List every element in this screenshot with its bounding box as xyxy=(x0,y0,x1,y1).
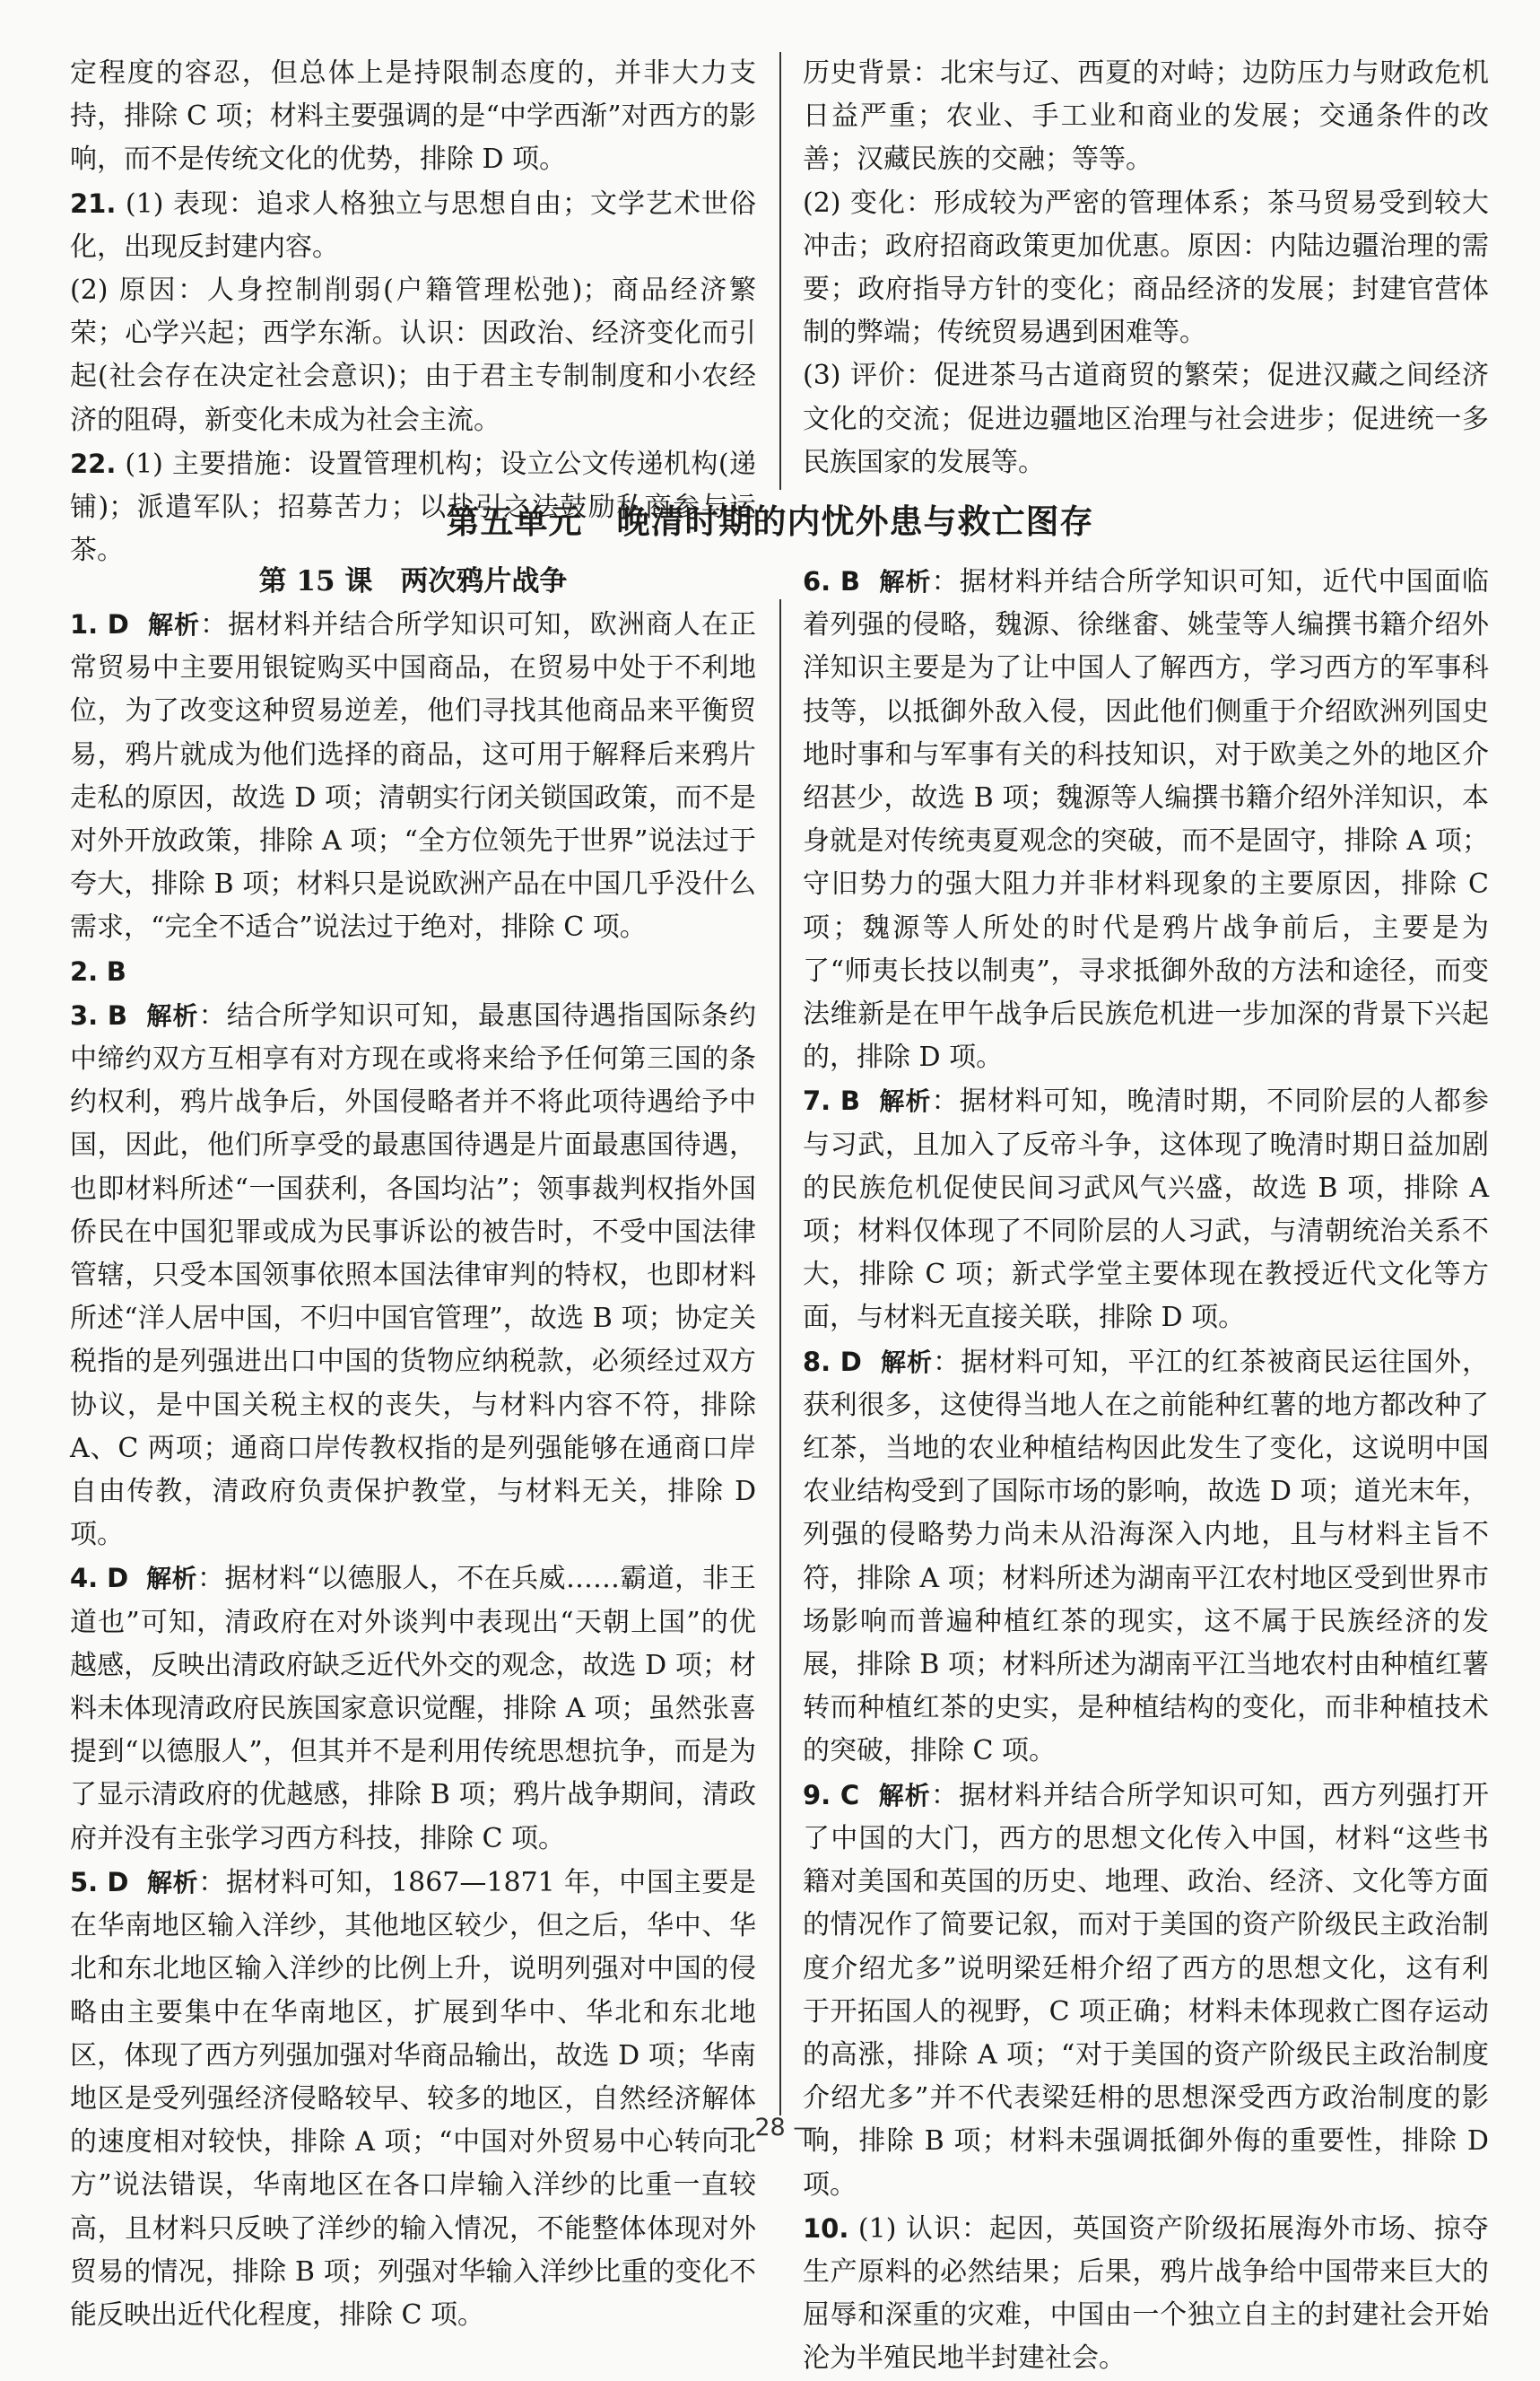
paragraph: 历史背景：北宋与辽、西夏的对峙；边防压力与财政危机日益严重；农业、手工业和商业的发展；交通条件的改善；汉藏民族的交融；等等。 xyxy=(803,57,1489,176)
page-number: — 28 — xyxy=(722,2114,818,2141)
column-divider-bottom xyxy=(779,599,781,2115)
question-number: 21. xyxy=(70,188,117,219)
analysis-tag: 解析 xyxy=(146,1564,197,1594)
paragraph: (2) 原因：人身控制削弱(户籍管理松弛)；商品经济繁荣；心学兴起；西学东渐。认识：因政治、经济变化而引起(社会存在决定社会意识)；由于君主专制制度和小农经济的阻碍，新变化未成为社会主流。 xyxy=(70,275,756,436)
answer-letter: D xyxy=(107,1866,129,1897)
analysis-tag: 解析 xyxy=(881,1347,934,1377)
answer-letter: B xyxy=(840,1086,860,1117)
answer-letter: C xyxy=(840,1779,860,1810)
question-number: 2. xyxy=(70,955,99,987)
question-number: 22. xyxy=(70,448,117,479)
answer-1: 1. D 解析：据材料并结合所学知识可知，欧洲商人在正常贸易中主要用银锭购买中国商品，在贸易中处于不利地位，为了改变这种贸易逆差，他们寻找其他商品来平衡贸易，鸦片就成为他们选择的商品，这可用于解释后来鸦片走私的原因，故选 D 项；清朝实行闭关锁国政策，而不是对外开放政策，排除 A 项；“全方位领先于世界”说法过于夸大，排除 B 项；材料只是说欧洲产品在中国几乎没什么需求，“完全不适合”说法过于绝对，排除 C 项。 xyxy=(70,609,756,944)
lesson-title: 第 15 课 两次鸦片战争 xyxy=(258,565,568,597)
answer-letter: D xyxy=(107,609,129,640)
question-number: 1. xyxy=(70,609,99,640)
answer-8: 8. D 解析：据材料可知，平江的红茶被商民运往国外，获利很多，这使得当地人在之前能种红薯的地方都改种了红茶，当地的农业种植结构因此发生了变化，这说明中国农业结构受到了国际市场的影响，故选 D 项；道光末年，列强的侵略势力尚未从沿海深入内地，且与材料主旨不符，排除 A 项；材料所述为湖南平江农村地区受到世界市场影响而普遍种植红茶的现实，这不属于民族经济的发展，排除 B 项；材料所述为湖南平江当地农村由种植红薯转而种植红茶的史实，是种植结构的变化，而非种植技术的突破，排除 C 项。 xyxy=(803,1346,1489,1767)
bottom-left-column xyxy=(70,603,756,2337)
answer-21: 21. (1) 表现：追求人格独立与思想自由；文学艺术世俗化，出现反封建内容。 xyxy=(70,188,756,263)
analysis-tag: 解析 xyxy=(879,567,932,597)
answer-4: 4. D 解析：据材料“以德服人，不在兵威……霸道，非王道也”可知，清政府在对外谈判中表现出“天朝上国”的优越感，反映出清政府缺乏近代外交的观念，故选 D 项；材料未体现清政府民族国家意识觉醒，排除 A 项；虽然张喜提到“以德服人”，但其并不是利用传统思想抗争，而是为了显示清政府的优越感，排除 B 项；鸦片战争期间，清政府并没有主张学习西方科技，排除 C 项。 xyxy=(70,1563,756,1854)
analysis-tag: 解析 xyxy=(879,1086,932,1117)
analysis-tag: 解析 xyxy=(878,1780,931,1810)
answer-9: 9. C 解析：据材料并结合所学知识可知，西方列强打开了中国的大门，西方的思想文化传入中国，材料“这些书籍对美国和英国的历史、地理、政治、经济、文化等方面的情况作了简要记叙，而对于美国的资产阶级民主政治制度介绍尤多”说明梁廷枏介绍了西方的思想文化，这有利于开拓国人的视野，C 项正确；材料未体现救亡图存运动的高涨，排除 A 项；“对于美国的资产阶级民主政治制度介绍尤多”并不代表梁廷枏的思想深受西方政治制度的影响，排除 B 项；材料未强调抵御外侮的重要性，排除 D 项。 xyxy=(803,1779,1489,2201)
answer-letter: B xyxy=(840,566,860,597)
question-number: 6. xyxy=(803,566,831,597)
question-number: 9. xyxy=(803,1779,831,1810)
answer-6: 6. B 解析：据材料并结合所学知识可知，近代中国面临着列强的侵略，魏源、徐继畬、姚莹等人编撰书籍介绍外洋知识主要是为了让中国人了解西方，学习西方的军事科技等，以抵御外敌入侵，因此他们侧重于介绍欧洲列国史地时事和与军事有关的科技知识，对于欧美之外的地区介绍甚少，故选 B 项；魏源等人编撰书籍介绍外洋知识，本身就是对传统夷夏观念的突破，而不是固守，排除 A 项；守旧势力的强大阻力并非材料现象的主要原因，排除 C 项；魏源等人所处的时代是鸦片战争前后，主要是为了“师夷长技以制夷”，寻求抵御外敌的方法和途径，而变法维新是在甲午战争后民族危机进一步加深的背景下兴起的，排除 D 项。 xyxy=(803,566,1489,1074)
analysis-tag: 解析 xyxy=(146,1000,199,1031)
question-number: 8. xyxy=(803,1346,831,1377)
question-number: 3. xyxy=(70,999,99,1031)
answer-10: 10. (1) 认识：起因，英国资产阶级拓展海外市场、掠夺生产原料的必然结果；后果，鸦片战争给中国带来巨大的屈辱和深重的灾难，中国由一个独立自主的封建社会开始沦为半殖民地半封建社会。 xyxy=(803,2212,1489,2375)
analysis-tag: 解析 xyxy=(148,610,201,640)
paragraph: (3) 评价：促进茶马古道商贸的繁荣；促进汉藏之间经济文化的交流；促进边疆地区治理与社会进步；促进统一多民族国家的发展等。 xyxy=(803,360,1489,478)
question-number: 4. xyxy=(70,1563,99,1594)
answer-letter: D xyxy=(107,1563,129,1594)
question-number: 10. xyxy=(803,2212,849,2244)
answer-letter: B xyxy=(106,955,126,987)
answer-5: 5. D 解析：据材料可知，1867—1871 年，中国主要是在华南地区输入洋纱，其他地区较少，但之后，华中、华北和东北地区输入洋纱的比例上升，说明列强对中国的侵略由主要集中在华南地区，扩展到华中、华北和东北地区，体现了西方列强加强对华商品输出，故选 D 项；华南地区是受列强经济侵略较早、较多的地区，自然经济解体的速度相对较快，排除 A 项；“中国对外贸易中心转向北方”说法错误，华南地区在各口岸输入洋纱的比重一直较高，且材料只反映了洋纱的输入情况，不能整体体现对外贸易的情况，排除 B 项；列强对华输入洋纱比重的变化不能反映出近代化程度，排除 C 项。 xyxy=(70,1866,756,2331)
answer-7: 7. B 解析：据材料可知，晚清时期，不同阶层的人都参与习武，且加入了反帝斗争，这体现了晚清时期日益加剧的民族危机促使民间习武风气兴盛，故选 B 项，排除 A 项；材料仅体现了不同阶层的人习武，与清朝统治关系不大，排除 C 项；新式学堂主要体现在教授近代文化等方面，与材料无直接关联，排除 D 项。 xyxy=(803,1086,1489,1334)
answer-letter: D xyxy=(840,1346,862,1377)
column-divider-top xyxy=(779,52,781,490)
paragraph: 定程度的容忍，但总体上是持限制态度的，并非大力支持，排除 C 项；材料主要强调的是“中学西渐”对西方的影响，而不是传统文化的优势，排除 D 项。 xyxy=(70,57,756,176)
answer-22: 22. (1) 主要措施：设置管理机构；设立公文传递机构(递铺)；派遣军队；招募苦力；以盐引之法鼓励私商参与运茶。 xyxy=(70,448,756,567)
answer-letter: B xyxy=(107,999,127,1031)
question-number: 5. xyxy=(70,1866,99,1897)
question-number: 7. xyxy=(803,1086,831,1117)
unit-title: 第五单元 晚清时期的内忧外患与救亡图存 xyxy=(446,502,1094,541)
bottom-right-column xyxy=(803,560,1489,2381)
answer-3: 3. B 解析：结合所学知识可知，最惠国待遇指国际条约中缔约双方互相享有对方现在或将来给予任何第三国的条约权利，鸦片战争后，外国侵略者并不将此项待遇给予中国，因此，他们所享受的最惠国待遇是片面最惠国待遇，也即材料所述“一国获利，各国均沾”；领事裁判权指外国侨民在中国犯罪或成为民事诉讼的被告时，不受中国法律管辖，只受本国领事依照本国法律审判的特权，也即材料所述“洋人居中国，不归中国官管理”，故选 B 项；协定关税指的是列强进出口中国的货物应纳税款，必须经过双方协议，是中国关税主权的丧失，与材料内容不符，排除 A、C 两项；通商口岸传教权指的是列强能够在通商口岸自由传教，清政府负责保护教堂，与材料无关，排除 D 项。 xyxy=(70,999,756,1551)
answer-2 xyxy=(70,950,756,994)
top-right-column xyxy=(803,52,1489,484)
paragraph: (2) 变化：形成较为严密的管理体系；茶马贸易受到较大冲击；政府招商政策更加优惠。原因：内陆边疆治理的需要；政府指导方针的变化；商品经济的发展；封建官营体制的弊端；传统贸易遇到困难等。 xyxy=(803,187,1489,349)
analysis-tag: 解析 xyxy=(146,1867,199,1897)
